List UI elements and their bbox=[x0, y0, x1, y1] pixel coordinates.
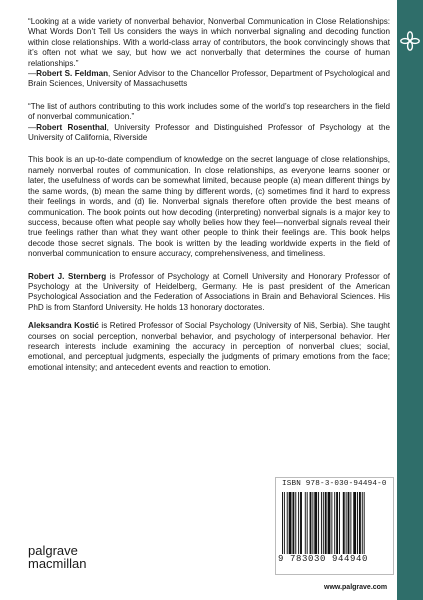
endorser-2-name: Robert Rosenthal bbox=[36, 122, 107, 132]
barcode-bar bbox=[343, 492, 345, 554]
barcode-bar bbox=[321, 492, 322, 554]
publisher-website[interactable]: www.palgrave.com bbox=[324, 584, 388, 591]
barcode-bar bbox=[310, 492, 312, 554]
barcode-bar bbox=[318, 492, 319, 554]
barcode-bar bbox=[328, 492, 331, 554]
barcode-bar bbox=[334, 492, 335, 554]
author-bio-kostic bbox=[28, 321, 390, 373]
publisher-logo bbox=[28, 544, 87, 570]
barcode-bar bbox=[359, 492, 361, 554]
text-column bbox=[28, 17, 390, 381]
author-1-bio-text: is Professor of Psychology at Cornell University and Honorary Professor of Psychology at the University of Heidelberg, Germany. He is past president of the American Psychological Association and the Federation of Associations in Brain and Behavioral Sciences. His PhD is from Stanford University. He holds 13 honorary doctorates. bbox=[28, 271, 390, 312]
barcode-bar bbox=[300, 492, 302, 554]
barcode-bars bbox=[282, 492, 386, 554]
barcode-bar bbox=[292, 492, 294, 554]
attribution-dash: — bbox=[28, 69, 37, 79]
barcode-bar bbox=[350, 492, 351, 554]
barcode-bar bbox=[295, 492, 296, 554]
barcode-bar bbox=[314, 492, 317, 554]
barcode-bar bbox=[307, 492, 308, 554]
publisher-name-line2: macmillan bbox=[28, 556, 87, 571]
barcode-bar bbox=[357, 492, 358, 554]
endorser-2-title: , University Professor and Distinguished Professor of Psychology at the University of California, Riverside bbox=[28, 122, 390, 143]
book-summary: This book is an up-to-date compendium of knowledge on the secret language of close relationships, namely nonverbal routes of communication. In close relationships, as everyone learns sooner or later, the usefulness of words can be somewhat limited, because people (a) mean different things by the same words, (b) mean the same thing by different words, (c) sometimes find it hard to express their feelings in words, and (d) lie. Nonverbal signals therefore often provide the best means of communication. The book points out how decoding (interpreting) nonverbal signals is a major key to success, because often what people say wholly belies how they feel—nonverbal signals reveal their true feelings rather than what they want other people to think their feelings are. This book helps decode those secret signals. The book is written by the leading worldwide experts in the field of nonverbal communication to ensure accuracy, comprehensiveness, and timeliness. bbox=[28, 155, 390, 259]
barcode-bar bbox=[348, 492, 350, 554]
barcode-bar bbox=[305, 492, 306, 554]
author-2-bio-text: is Retired Professor of Social Psychology (University of Niš, Serbia). She taught courses on social perception, nonverbal behavior, and psychology of interpersonal behavior. Her research interests include examining the accuracy in perception of nonverbal clues; social, emotional, and perceptual judgments, especially the judgments of primary emotions from the face; emotional intensity; and antecedent events and reaction to emotion. bbox=[28, 321, 390, 372]
barcode-bar bbox=[362, 492, 363, 554]
barcode-digits: 9 783030 944940 bbox=[278, 554, 369, 564]
barcode-bar bbox=[339, 492, 340, 554]
publisher-name-line1: palgrave bbox=[28, 543, 78, 558]
endorsement-1 bbox=[28, 17, 390, 90]
barcode-bar bbox=[287, 492, 288, 554]
author-1-name: Robert J. Sternberg bbox=[28, 271, 107, 281]
barcode-bar bbox=[331, 492, 332, 554]
endorser-1-title: , Senior Advisor to the Chancellor Professor, Department of Psychological and Brain Sciences, University of Massachusetts bbox=[28, 69, 390, 89]
barcode-bar bbox=[282, 492, 283, 554]
endorsement-2-quote: “The list of authors contributing to this work includes some of the world’s top researchers in the field of nonverbal communication.” bbox=[28, 101, 390, 122]
barcode-bar bbox=[284, 492, 285, 554]
attribution-dash: — bbox=[28, 122, 37, 132]
spine-strip bbox=[397, 0, 423, 600]
barcode-bar bbox=[364, 492, 365, 554]
isbn-label: ISBN 978-3-030-94494-0 bbox=[282, 480, 387, 488]
barcode-bar bbox=[298, 492, 299, 554]
springer-flower-icon bbox=[399, 30, 421, 52]
endorsement-2 bbox=[28, 102, 390, 144]
endorser-1-name: Robert S. Feldman bbox=[36, 69, 109, 79]
endorsement-2-attribution bbox=[28, 123, 390, 144]
isbn-barcode bbox=[275, 477, 394, 575]
barcode-bar bbox=[336, 492, 338, 554]
barcode-bar bbox=[312, 492, 313, 554]
barcode-bar bbox=[323, 492, 324, 554]
author-2-name: Aleksandra Kostić bbox=[28, 321, 99, 331]
barcode-bar bbox=[325, 492, 327, 554]
barcode-bar bbox=[353, 492, 356, 554]
barcode-bar bbox=[289, 492, 292, 554]
endorsement-1-attribution bbox=[28, 69, 390, 90]
endorsement-1-quote: “Looking at a wide variety of nonverbal behavior, Nonverbal Communication in Close Relationships: What Words Don’t Tell Us considers the ways in which nonverbal signaling and decoding function within close relationships. With a world-class array of contributors, the book convincingly shows that it’s often not what we say, but how we act nonverbally that determines the course of human relationships.” bbox=[28, 17, 390, 68]
author-bio-sternberg bbox=[28, 272, 390, 314]
barcode-bar bbox=[346, 492, 347, 554]
